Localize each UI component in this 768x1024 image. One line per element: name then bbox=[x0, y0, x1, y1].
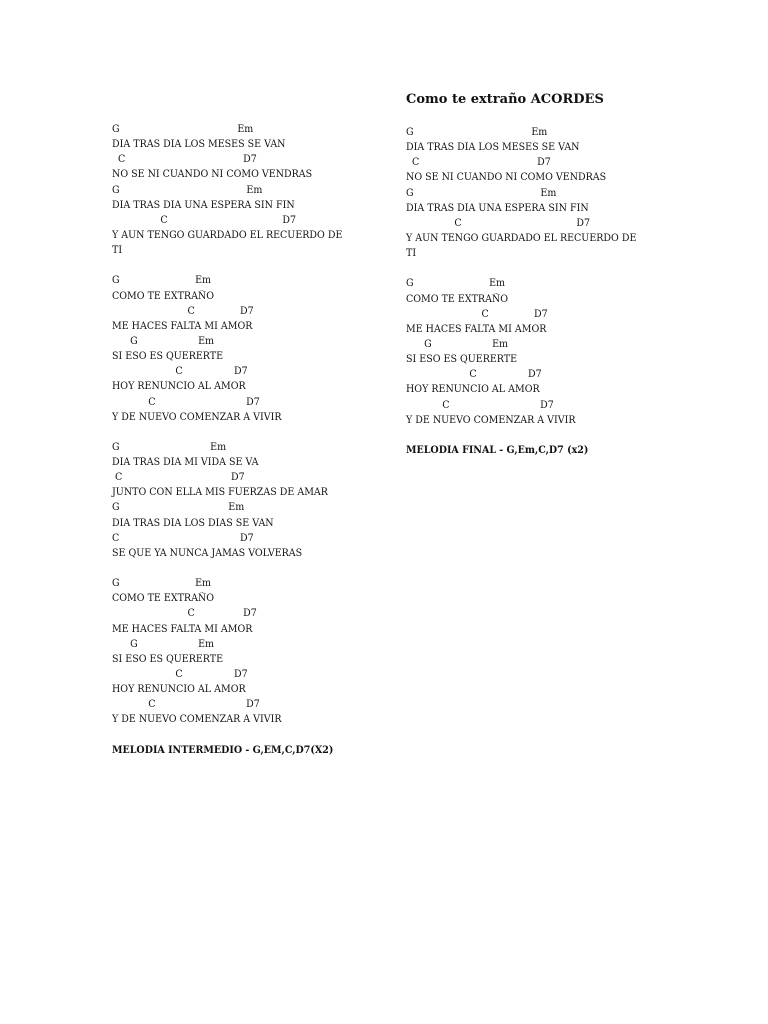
chord-line: C D7 bbox=[112, 305, 254, 317]
chord-line: C D7 bbox=[406, 399, 554, 411]
lyric-line: DIA TRAS DIA UNA ESPERA SIN FIN bbox=[112, 199, 295, 211]
lyric-line: Y AUN TENGO GUARDADO EL RECUERDO DE bbox=[406, 233, 637, 245]
melody-note: MELODIA INTERMEDIO - G,EM,C,D7(X2) bbox=[112, 744, 334, 756]
lyric-line: SI ESO ES QUERERTE bbox=[112, 653, 224, 665]
lyric-line: Y DE NUEVO COMENZAR A VIVIR bbox=[112, 411, 282, 423]
chord-line: C D7 bbox=[112, 366, 248, 378]
chord-line: C D7 bbox=[112, 154, 257, 166]
lyric-line: TI bbox=[112, 245, 123, 257]
chord-line: C D7 bbox=[112, 668, 248, 680]
chord-line: G Em bbox=[406, 187, 557, 199]
chord-line: G Em bbox=[112, 441, 227, 453]
lyric-line: SE QUE YA NUNCA JAMAS VOLVERAS bbox=[112, 547, 303, 559]
lyric-line: HOY RENUNCIO AL AMOR bbox=[406, 384, 540, 396]
chord-line: C D7 bbox=[406, 157, 551, 169]
lyric-line: TI bbox=[406, 248, 417, 260]
lyric-line: SI ESO ES QUERERTE bbox=[112, 351, 224, 363]
lyric-line: ME HACES FALTA MI AMOR bbox=[112, 623, 253, 635]
lyric-line: Y DE NUEVO COMENZAR A VIVIR bbox=[406, 414, 576, 426]
lyric-line: JUNTO CON ELLA MIS FUERZAS DE AMAR bbox=[112, 487, 328, 499]
lyric-line: DIA TRAS DIA LOS DIAS SE VAN bbox=[112, 517, 274, 529]
lyric-line: NO SE NI CUANDO NI COMO VENDRAS bbox=[112, 169, 313, 181]
lyric-line: NO SE NI CUANDO NI COMO VENDRAS bbox=[406, 172, 607, 184]
chord-line: G Em bbox=[112, 184, 263, 196]
chord-line: C D7 bbox=[112, 396, 260, 408]
chord-line: G Em bbox=[406, 338, 509, 350]
lyric-line: HOY RENUNCIO AL AMOR bbox=[112, 684, 246, 696]
chord-line: G Em bbox=[112, 502, 245, 514]
lyric-line: COMO TE EXTRAÑO bbox=[112, 593, 215, 605]
lyric-line: ME HACES FALTA MI AMOR bbox=[406, 323, 547, 335]
lyric-line: DIA TRAS DIA MI VIDA SE VA bbox=[112, 457, 259, 468]
lyric-line: HOY RENUNCIO AL AMOR bbox=[112, 381, 246, 393]
chord-line: G Em bbox=[112, 638, 215, 650]
chord-line: C D7 bbox=[112, 608, 257, 620]
page-title: Como te extraño ACORDES bbox=[406, 92, 604, 107]
chord-line: G Em bbox=[406, 278, 506, 290]
chord-line: G Em bbox=[112, 124, 254, 135]
lyric-line: DIA TRAS DIA UNA ESPERA SIN FIN bbox=[406, 202, 589, 214]
chord-line: C D7 bbox=[406, 369, 542, 381]
chord-line: G Em bbox=[112, 578, 212, 590]
chord-line: C D7 bbox=[112, 532, 254, 544]
lyric-line: Y AUN TENGO GUARDADO EL RECUERDO DE bbox=[112, 230, 343, 242]
lyric-line: ME HACES FALTA MI AMOR bbox=[112, 320, 253, 332]
chord-line: C D7 bbox=[112, 472, 245, 484]
chord-line: C D7 bbox=[112, 214, 297, 226]
chord-line: C D7 bbox=[406, 308, 548, 320]
chord-line: G Em bbox=[112, 335, 215, 347]
melody-note: MELODIA FINAL - G,Em,C,D7 (x2) bbox=[406, 444, 589, 456]
chord-line: G Em bbox=[406, 127, 548, 138]
lyric-line: COMO TE EXTRAÑO bbox=[112, 290, 215, 302]
lyric-line: DIA TRAS DIA LOS MESES SE VAN bbox=[406, 142, 580, 154]
lyric-line: SI ESO ES QUERERTE bbox=[406, 354, 518, 366]
chord-line: C D7 bbox=[406, 217, 591, 229]
lyric-line: Y DE NUEVO COMENZAR A VIVIR bbox=[112, 714, 282, 726]
lyric-line: COMO TE EXTRAÑO bbox=[406, 293, 509, 305]
chord-line: C D7 bbox=[112, 699, 260, 711]
chord-line: G Em bbox=[112, 275, 212, 287]
lyric-line: DIA TRAS DIA LOS MESES SE VAN bbox=[112, 139, 286, 151]
